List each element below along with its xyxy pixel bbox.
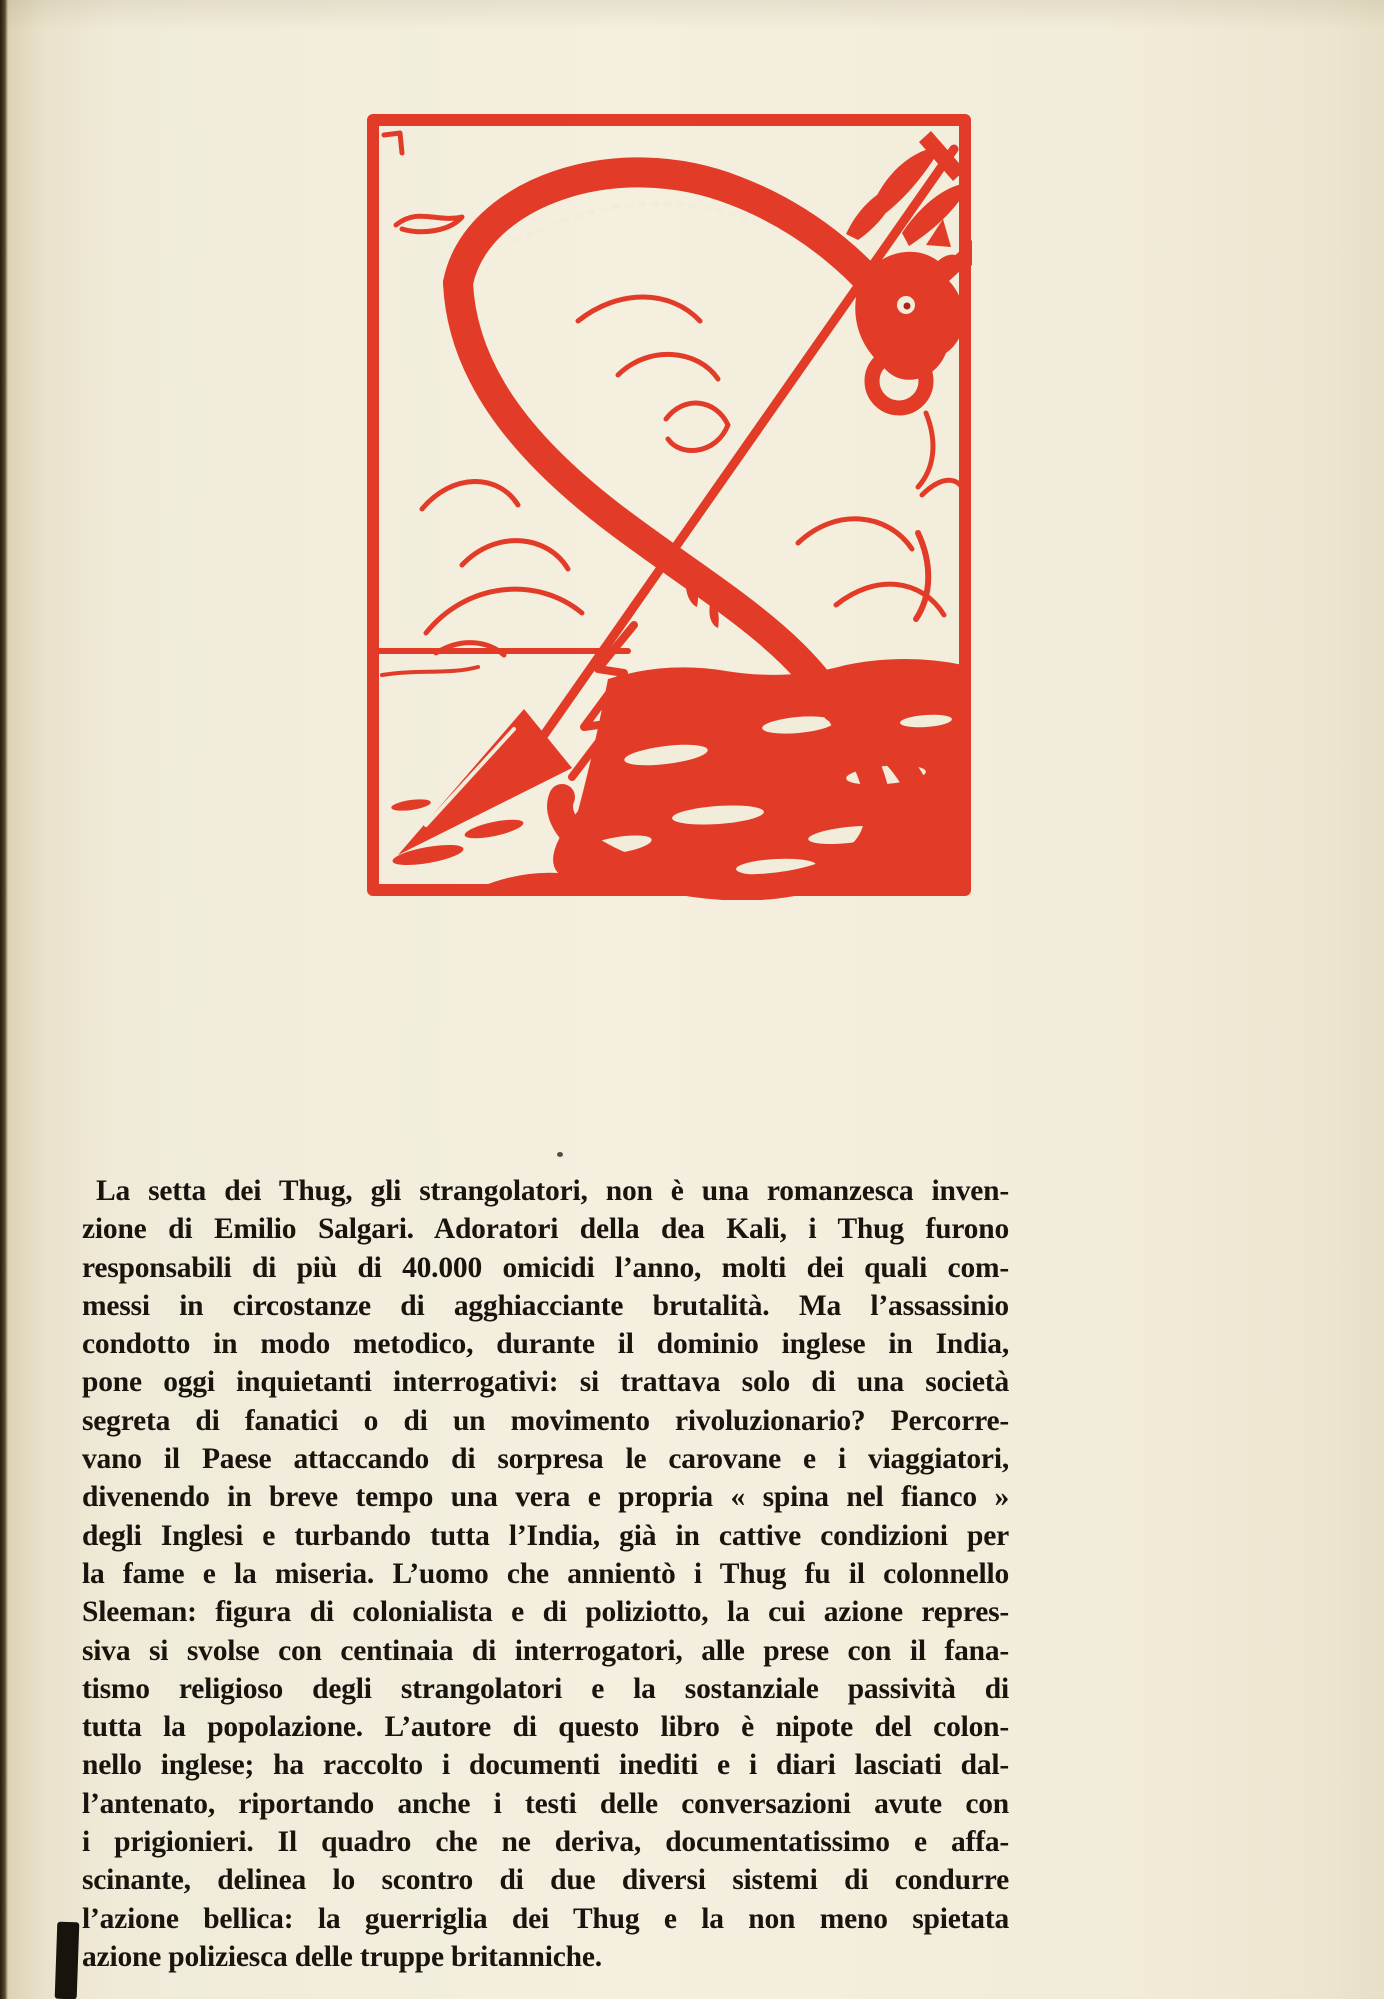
blurb-line: i prigionieri. Il quadro che ne deriva, documentatissimo e affa- — [82, 1826, 1009, 1859]
stray-ink-dot — [557, 1152, 563, 1157]
blurb-line: l’azione bellica: la guerriglia dei Thug e la non meno spietata — [82, 1902, 1009, 1935]
blurb-line: Sleeman: figura di colonialista e di poliziotto, la cui azione repres- — [82, 1596, 1009, 1629]
scan-corner-smudge — [55, 1922, 80, 1999]
blurb-line: azione poliziesca delle truppe britanniche. — [82, 1940, 602, 1973]
blurb-line: pone oggi inquietanti interrogativi: si trattava solo di una società — [82, 1366, 1009, 1399]
blurb-line: siva si svolse con centinaia di interrogatori, alle prese con il fana- — [82, 1634, 1009, 1667]
blurb-line: nello inglese; ha raccolto i documenti inediti e i diari lasciati dal- — [82, 1749, 1009, 1782]
blurb-line: degli Inglesi e turbando tutta l’India, già in cattive condizioni per — [82, 1519, 1009, 1552]
arrow-shaft — [544, 149, 954, 735]
blurb-line: scinante, delinea lo scontro di due diversi sistemi di condurre — [82, 1864, 1009, 1897]
blurb-line: la fame e la miseria. L’uomo che annientò i Thug fu il colonnello — [82, 1557, 1009, 1590]
serpent-arrow-illustration — [366, 113, 972, 900]
blurb-line: tutta la popolazione. L’autore di questo libro è nipote del colon- — [82, 1711, 1009, 1744]
blurb-line: vano il Paese attaccando di sorpresa le carovane e i viaggiatori, — [82, 1443, 1009, 1476]
blurb-line: l’antenato, riportando anche i testi delle conversazioni avute con — [82, 1787, 1009, 1820]
blurb-line: zione di Emilio Salgari. Adoratori della dea Kali, i Thug furono — [82, 1213, 1009, 1246]
blurb-line: tismo religioso degli strangolatori e la sostanziale passività di — [82, 1672, 1009, 1705]
blurb-line: segreta di fanatici o di un movimento rivoluzionario? Percorre- — [82, 1404, 1009, 1437]
back-cover-blurb — [82, 1172, 1009, 1976]
page-left-edge-shadow — [0, 0, 8, 1999]
blurb-line: responsabili di più di 40.000 omicidi l’anno, molti dei quali com- — [82, 1251, 1009, 1284]
blurb-line: La setta dei Thug, gli strangolatori, non è una romanzesca inven- — [96, 1175, 1009, 1207]
serpent-tongue — [918, 413, 933, 487]
blurb-line: messi in circostanze di agghiacciante brutalità. Ma l’assassinio — [82, 1289, 1009, 1322]
blurb-line: condotto in modo metodico, durante il dominio inglese in India, — [82, 1328, 1009, 1361]
blurb-line: divenendo in breve tempo una vera e propria « spina nel fianco » — [82, 1481, 1009, 1514]
